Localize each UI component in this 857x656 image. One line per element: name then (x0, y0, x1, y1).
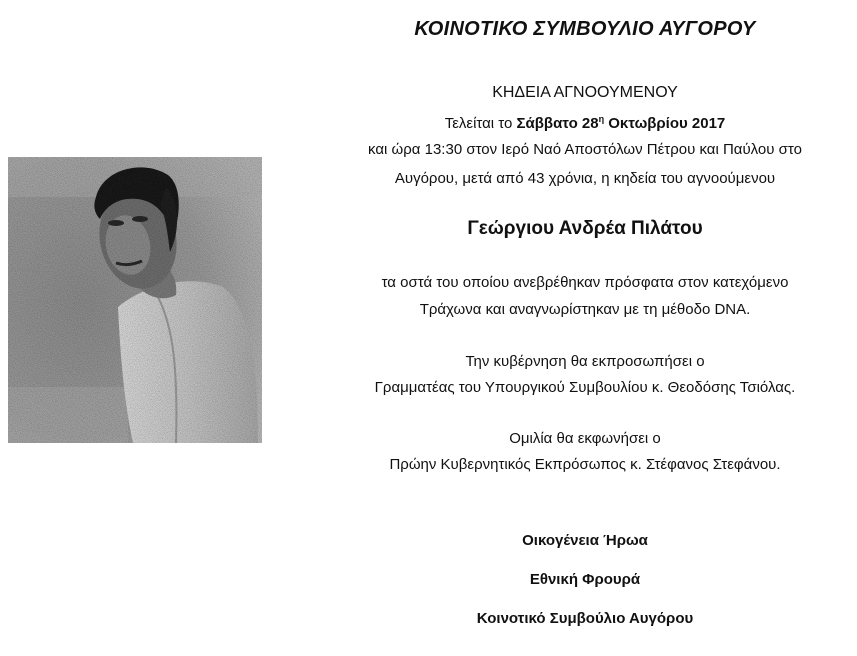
remains-line-2: Τράχωνα και αναγνωρίστηκαν με τη μέθοδο DNA. (419, 301, 751, 318)
speech-line-2: Πρώην Κυβερνητικός Εκπρόσωπος κ. Στέφανος Στεφάνου. (389, 456, 781, 473)
portrait-photo (8, 157, 262, 443)
service-time-line: και ώρα 13:30 στον Ιερό Ναό Αποστόλων Πέτρου και Παύλου στο (368, 141, 802, 158)
service-date-line (290, 114, 857, 132)
signature-community-council: Κοινοτικό Συμβούλιο Αυγόρου (476, 610, 694, 627)
date-ordinal: η (598, 114, 605, 124)
signature-family: Οικογένεια Ήρωα (522, 532, 648, 549)
date-month: Οκτωβρίου 2017 (608, 115, 726, 132)
date-prefix: Τελείται το (444, 115, 513, 132)
remains-line-1: τα οστά του οποίου ανεβρέθηκαν πρόσφατα στον κατεχόμενο (381, 274, 789, 291)
government-line-1: Την κυβέρνηση θα εκπροσωπήσει ο (465, 353, 705, 370)
notice-title: ΚΗΔΕΙΑ ΑΓΝΟΟΥΜΕΝΟΥ (492, 84, 678, 101)
organization-header: ΚΟΙΝΟΤΙΚΟ ΣΥΜΒΟΥΛΙΟ ΑΥΓΟΡΟΥ (414, 18, 756, 40)
signature-national-guard: Εθνική Φρουρά (529, 571, 641, 588)
date-day: Σάββατο 28 (516, 115, 599, 132)
service-place-line: Αυγόρου, μετά από 43 χρόνια, η κηδεία του αγνοούμενου (394, 170, 776, 187)
speech-line-1: Ομιλία θα εκφωνήσει ο (509, 430, 661, 447)
government-line-2: Γραμματέας του Υπουργικού Συμβουλίου κ. Θεοδόσης Τσιόλας. (374, 379, 796, 396)
deceased-name: Γεώργιου Ανδρέα Πιλάτου (467, 218, 703, 239)
